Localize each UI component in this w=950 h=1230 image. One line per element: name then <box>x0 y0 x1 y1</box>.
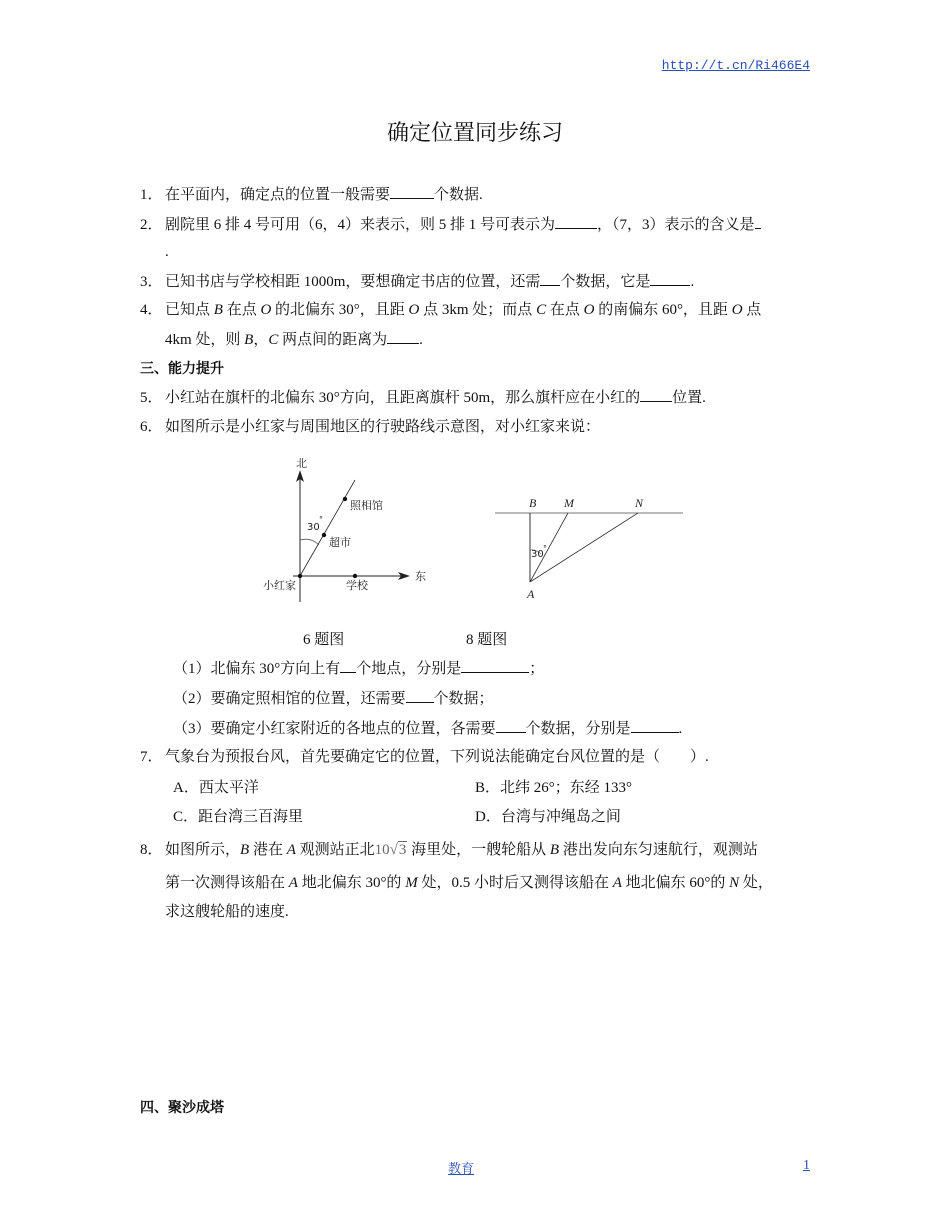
header-url-link[interactable]: http://t.cn/Ri466E4 <box>661 58 810 73</box>
point-A-label: A <box>527 587 535 601</box>
option-D: D．台湾与冲绳岛之间 <box>475 809 621 825</box>
answer-blank <box>496 718 526 733</box>
answer-blank <box>631 718 679 733</box>
photo-point <box>343 497 347 501</box>
figure-6-diagram <box>255 452 435 602</box>
question-5: 5． 小红站在旗杆的北偏东 30°方向，且距离旗杆 50m，那么旗杆应在小红的 位置. <box>140 387 706 408</box>
angle-arc <box>300 539 319 545</box>
answer-blank <box>406 688 434 703</box>
angle-label: 30 <box>531 549 544 560</box>
photo-label: 照相馆 <box>350 499 383 512</box>
answer-blank <box>390 184 434 199</box>
question-3: 3． 已知书店与学校相距 1000m，要想确定书店的位置，还需 个数据，它是 . <box>140 271 694 292</box>
question-2: 2． 剧院里 6 排 4 号可用（6，4）来表示，则 5 排 1 号可表示为 ，（7，3）表示的含义是 <box>140 214 761 235</box>
question-8-line-3: 求这艘轮船的速度. <box>165 904 289 920</box>
footer-link[interactable]: 教育 <box>448 1162 475 1177</box>
north-label: 北 <box>296 457 307 470</box>
page-number: 1 <box>803 1158 810 1173</box>
answer-blank <box>555 214 597 229</box>
angle-label: 30 <box>307 522 320 533</box>
option-B: B．北纬 26°；东经 133° <box>475 780 633 796</box>
point-B-label: B <box>529 496 537 510</box>
question-2-cont: . <box>165 244 169 260</box>
question-8-line-2: 第一次测得该船在 A 地北偏东 30°的 M 处，0.5 小时后又测得该船在 A 地北偏东 60°的 N 处， <box>165 875 773 891</box>
east-label: 东 <box>415 570 426 583</box>
point-N-label: N <box>635 496 644 510</box>
page-title: 确定位置同步练习 <box>386 121 563 146</box>
degree-mark: ° <box>543 544 547 553</box>
market-label: 超市 <box>329 536 351 549</box>
option-A: A．西太平洋 <box>173 780 259 796</box>
home-label: 小红家 <box>263 579 296 592</box>
answer-blank <box>461 658 529 673</box>
point-M-label: M <box>564 496 574 510</box>
question-6-part-1: （1）北偏东 30°方向上有 个地点，分别是 ； <box>173 658 544 679</box>
option-C: C．距台湾三百海里 <box>173 809 304 825</box>
market-point <box>322 533 326 537</box>
degree-mark: ° <box>319 515 323 524</box>
figure-8-diagram <box>490 492 690 602</box>
line-AM <box>530 513 568 582</box>
question-6-part-2: （2）要确定照相馆的位置，还需要 个数据； <box>173 688 494 709</box>
question-8: 8． 如图所示，B 港在 A 观测站正北10√3 海里处，一艘轮船从 B 港出发向东匀速航行，观测站 <box>140 842 758 858</box>
school-point <box>353 574 357 578</box>
answer-blank <box>387 329 419 344</box>
answer-blank <box>755 214 761 229</box>
answer-blank <box>340 658 356 673</box>
answer-blank <box>540 271 560 286</box>
math-coefficient: 10 <box>374 842 390 858</box>
question-1: 1． 在平面内，确定点的位置一般需要 个数据. <box>140 184 483 205</box>
answer-blank <box>640 387 672 402</box>
answer-blank <box>650 271 690 286</box>
figure-8-caption: 8 题图 <box>466 632 508 648</box>
sqrt-symbol: √ <box>389 842 398 858</box>
section-heading-3: 三、能力提升 <box>140 361 224 377</box>
question-4: 4． 已知点 B 在点 O 的北偏东 30°，且距 O 点 3km 处；而点 C 在点 O 的南偏东 60°，且距 O 点 <box>140 302 762 318</box>
home-point <box>298 574 302 578</box>
radicand: 3 <box>398 842 407 858</box>
school-label: 学校 <box>346 579 368 592</box>
section-heading-4: 四、聚沙成塔 <box>140 1100 224 1116</box>
question-4-cont: 4km 处，则 B，C 两点间的距离为 . <box>165 329 423 350</box>
question-7: 7． 气象台为预报台风，首先要确定它的位置，下列说法能确定台风位置的是（ ）. <box>140 749 709 765</box>
figure-6-caption: 6 题图 <box>303 632 345 648</box>
question-6-part-3: （3）要确定小红家附近的各地点的位置，各需要 个数据，分别是 . <box>173 718 682 739</box>
question-6: 6． 如图所示是小红家与周围地区的行驶路线示意图，对小红家来说： <box>140 419 601 435</box>
